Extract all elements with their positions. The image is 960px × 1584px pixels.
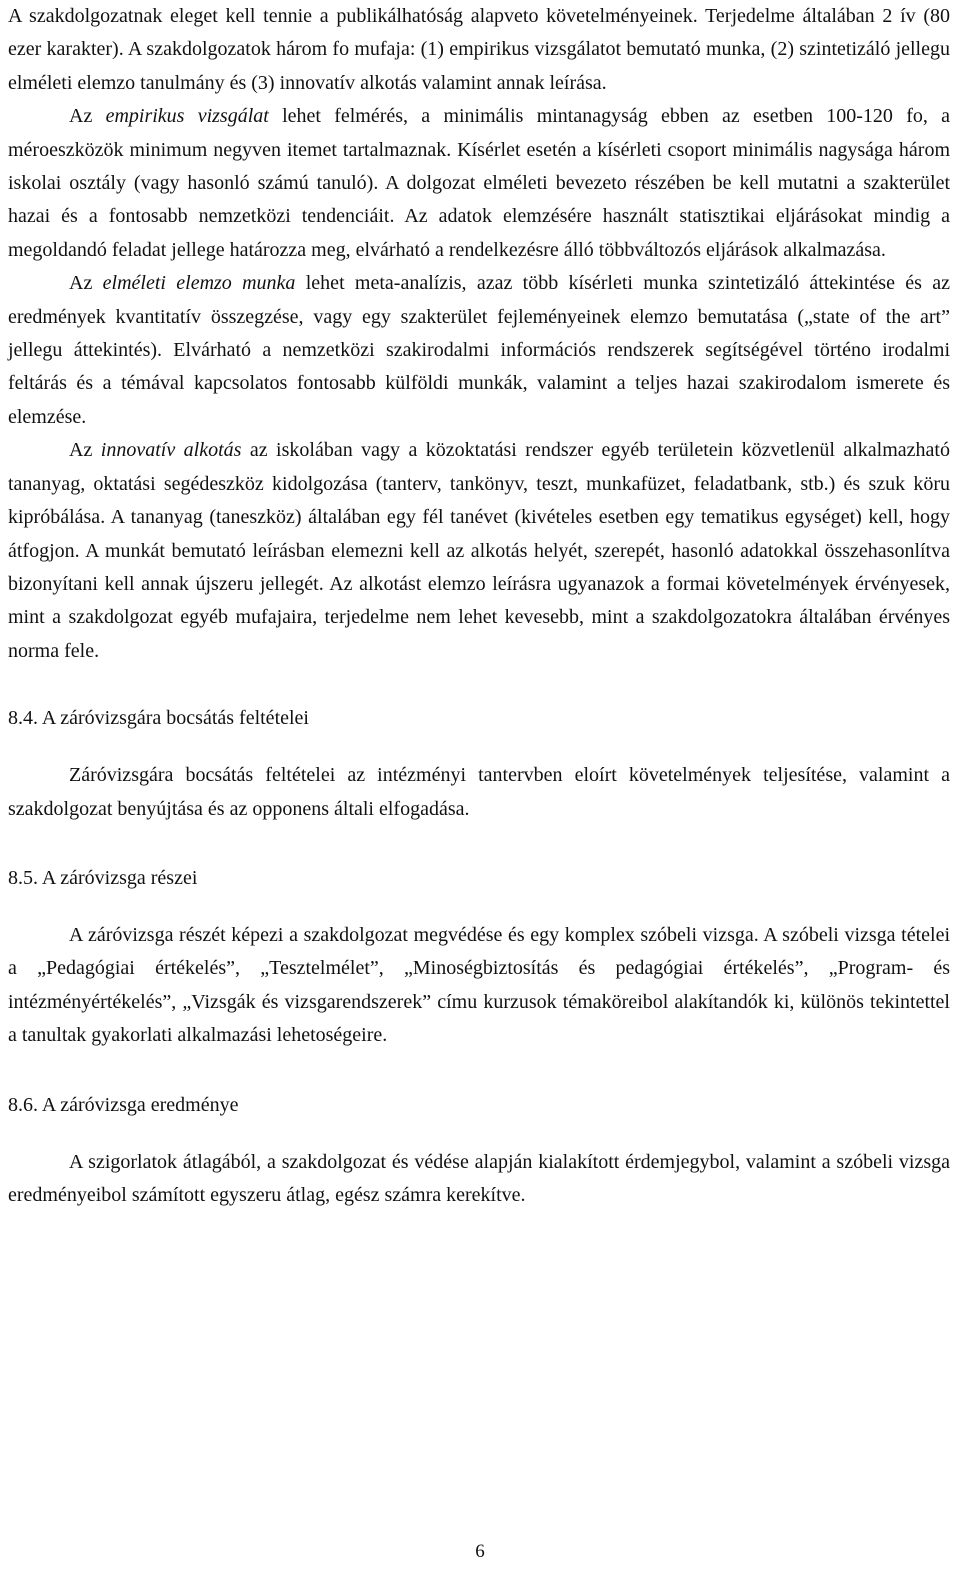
intro-paragraph: A szakdolgozatnak eleget kell tennie a publikálhatóság alapveto követelményeinek. Terjedelme általában 2 ív (80 ezer karakter). A szakdolgozatok három fo mufaja: (1) empirikus vizsgálatot bemutató munka, (2) szintetizáló jellegu elméleti elemzo tanulmány és (3) innovatív alkotás valamint annak leírása. [8, 5, 950, 94]
innovative-text: az iskolában vagy a közoktatási rendszer egyéb területein közvetlenül alkalmazható tananyag, oktatási segédeszköz kidolgozása (tanterv, tankönyv, teszt, munkafüzet, feladatbank, stb.) és szuk köru kipróbálása. A tananyag (taneszköz) általában egy fél tanévet (kivételes esetben egy tematikus egységet) kell, hogy átfogjon. A munkát bemutató leírásban elemezni kell az alkotás helyét, szerepét, hasonló adatokkal összehasonlítva bizonyítani kell annak újszeru jellegét. Az alkotást elemzo leírásra ugyanazok a formai követelmények érvényesek, mint a szakdolgozat egyéb mufajaira, terjedelme nem lehet kevesebb, mint a szakdolgozatokra általában érvényes norma fele. [8, 439, 950, 662]
section-8-5-text: A záróvizsga részét képezi a szakdolgozat megvédése és egy komplex szóbeli vizsga. A szóbeli vizsga tételei a „Pedagógiai értékelés”, „Tesztelmélet”, „Minoségbiztosítás és pedagógiai értékelés”, „Program- és intézményértékelés”, „Vizsgák és vizsgarendszerek” címu kurzusok témaköreibol alakítandók ki, különös tekintettel a tanultak gyakorlati alkalmazási lehetoségeire. [8, 923, 950, 1047]
page-number: 6 [475, 1541, 485, 1562]
empirical-prefix: Az [69, 105, 106, 128]
section-8-4-text: Záróvizsgára bocsátás feltételei az intézményi tantervben eloírt követelmények teljesítése, valamint a szakdolgozat benyújtása és az opponens általi elfogadása. [8, 764, 950, 820]
section-8-6-heading: 8.6. A záróvizsga eredménye [8, 1093, 239, 1116]
empirical-term: empirikus vizsgálat [105, 105, 269, 128]
theoretical-term: elméleti elemzo munka [102, 272, 296, 295]
empirical-paragraph [8, 100, 950, 267]
theoretical-paragraph [8, 267, 950, 434]
innovative-prefix: Az [69, 439, 101, 462]
theoretical-prefix: Az [69, 272, 103, 295]
theoretical-text: lehet meta-analízis, azaz több kísérleti munka szintetizáló áttekintése és az eredmények kvantitatív összegzése, vagy egy szakterület fejleményeinek elemzo bemutatása („state of the art” jellegu áttekintés). Elvárható a nemzetközi szakirodalmi információs rendszerek segítségével történo irodalmi feltárás és a témával kapcsolatos fontosabb külföldi munkák, valamint a teljes hazai szakirodalom ismerete és elemzése. [8, 272, 950, 428]
document-page [8, 0, 950, 1584]
empirical-text: lehet felmérés, a minimális mintanagyság ebben az esetben 100-120 fo, a méroeszközök minimum negyven itemet tartalmaznak. Kísérlet esetén a kísérleti csoport minimális nagysága három iskolai osztály (vagy hasonló számú tanuló). A dolgozat elméleti bevezeto részében be kell mutatni a szakterület hazai és a fontosabb nemzetközi tendenciáit. Az adatok elemzésére használt statisztikai eljárásokat mindig a megoldandó feladat jellege határozza meg, elvárható a rendelkezésre álló többváltozós eljárások alkalmazása. [8, 105, 950, 261]
section-8-4-heading: 8.4. A záróvizsgára bocsátás feltételei [8, 707, 309, 730]
section-8-5-heading: 8.5. A záróvizsga részei [8, 866, 198, 889]
section-8-6-text: A szigorlatok átlagából, a szakdolgozat és védése alapján kialakított érdemjegybol, valamint a szóbeli vizsga eredményeibol számított egyszeru átlag, egész számra kerekítve. [8, 1150, 950, 1206]
innovative-term: innovatív alkotás [100, 439, 242, 462]
innovative-paragraph [8, 434, 950, 668]
